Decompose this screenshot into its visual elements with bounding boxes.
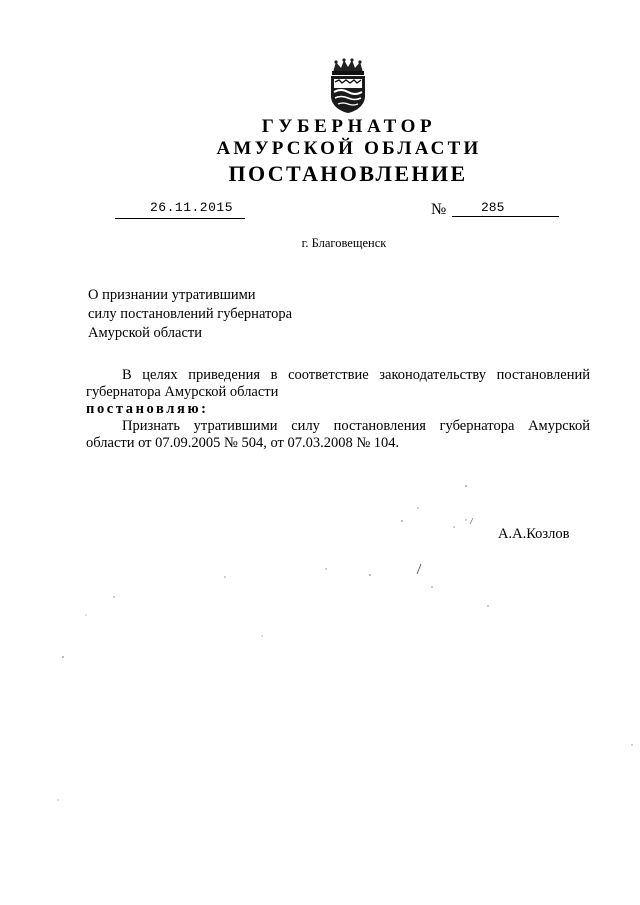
paragraph-2-line-1: Признать утратившими силу постановления губернатора Амурской xyxy=(122,418,590,434)
document-subject xyxy=(88,286,292,343)
number-underline xyxy=(452,216,559,217)
paragraph-2-line-2: области от 07.09.2005 № 504, от 07.03.2008 № 104. xyxy=(86,435,400,451)
date-underline xyxy=(115,218,245,219)
subject-line: О признании утратившими xyxy=(88,287,256,303)
signature-name: А.А.Козлов xyxy=(498,526,570,542)
document-number: 285 xyxy=(481,200,505,215)
paragraph-1-line-1: В целях приведения в соответствие законодательству постановлений xyxy=(122,367,590,383)
subject-line: силу постановлений губернатора xyxy=(88,306,293,322)
number-sign: № xyxy=(431,201,447,218)
header-title-region: АМУРСКОЙ ОБЛАСТИ xyxy=(216,138,482,159)
document-body xyxy=(86,367,590,452)
city-line: г. Благовещенск xyxy=(301,236,387,250)
coat-of-arms-icon xyxy=(327,58,369,114)
paragraph-1-line-2: губернатора Амурской области xyxy=(86,384,279,400)
header-title-governor: ГУБЕРНАТОР xyxy=(261,116,437,137)
subject-line: Амурской области xyxy=(88,325,202,341)
decree-word: постановляю: xyxy=(86,401,209,417)
document-type-title: ПОСТАНОВЛЕНИЕ xyxy=(228,161,468,186)
document-date: 26.11.2015 xyxy=(150,200,234,215)
